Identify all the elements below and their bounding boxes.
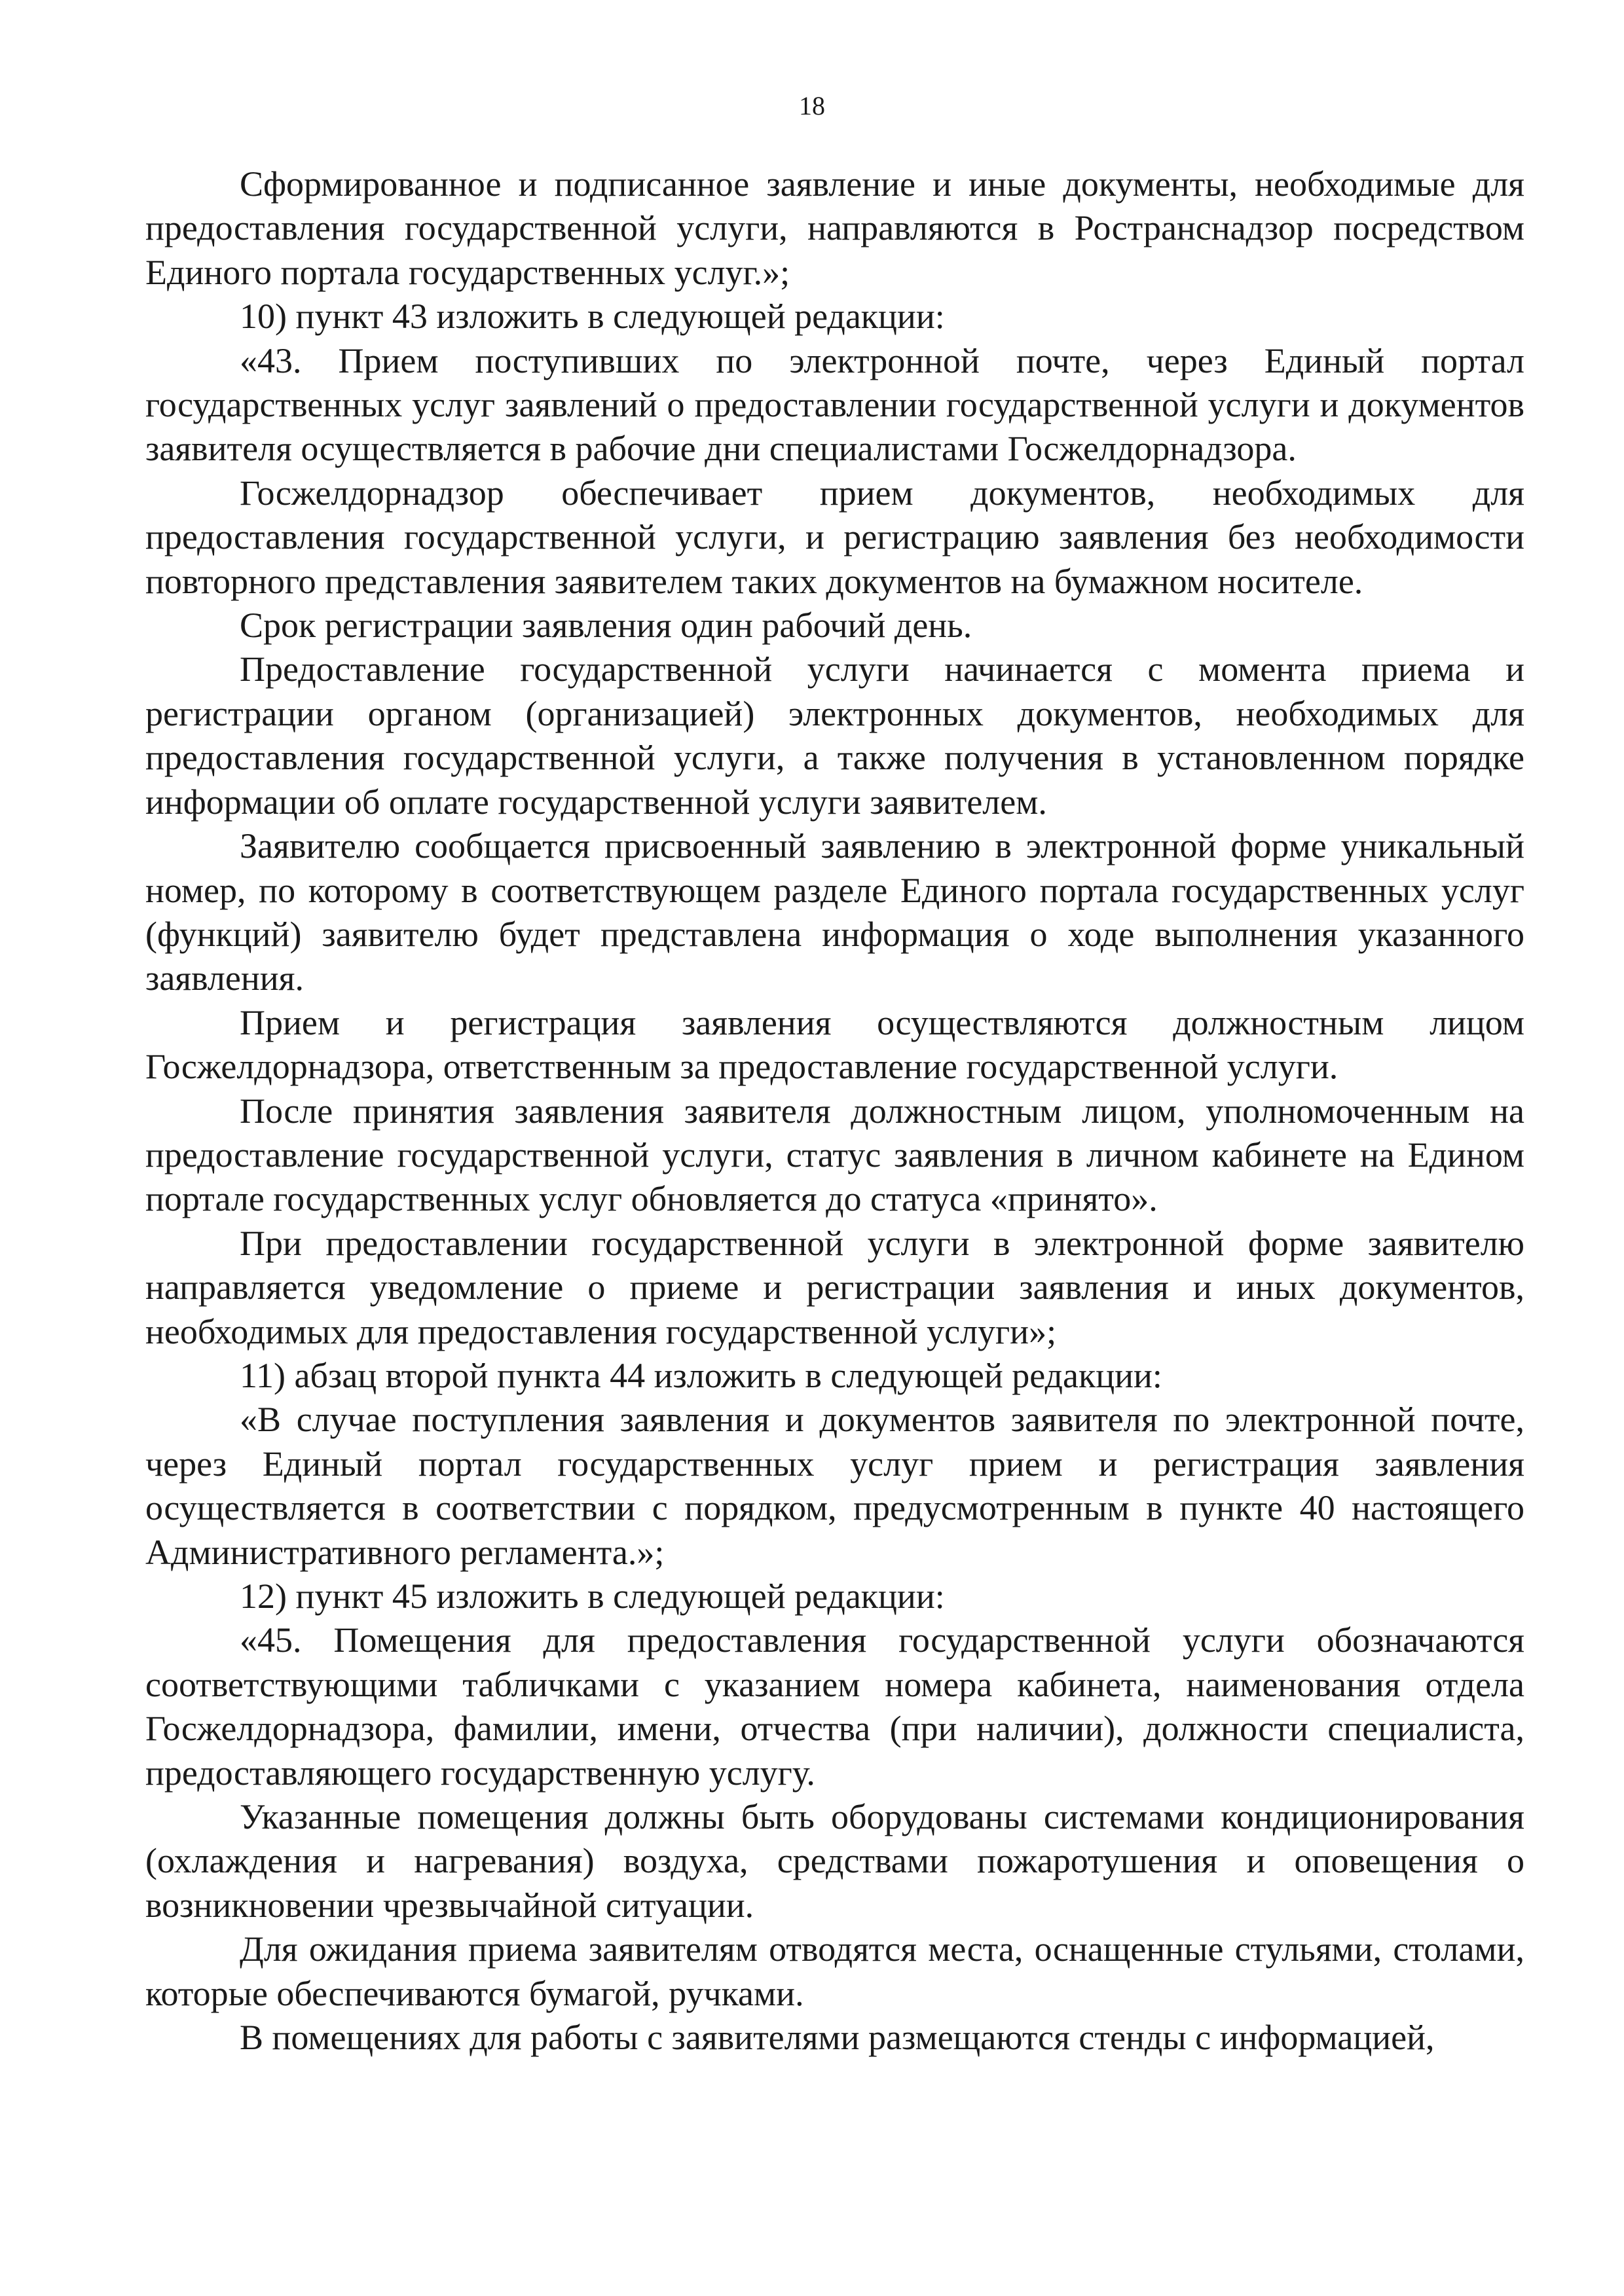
paragraph: «43. Прием поступивших по электронной почте, через Единый портал государственных услуг заявлений о предоставлении государственной услуги и документов заявителя осуществляется в рабочие дни специалистами Госжелдорнадзора. <box>145 340 1524 469</box>
page-number: 18 <box>799 91 825 120</box>
document-body <box>145 162 1524 2060</box>
paragraph: 12) пункт 45 изложить в следующей редакции: <box>240 1576 945 1616</box>
paragraph: 11) абзац второй пункта 44 изложить в следующей редакции: <box>240 1355 1162 1395</box>
paragraph: Срок регистрации заявления один рабочий день. <box>240 606 972 646</box>
paragraph: После принятия заявления заявителя должностным лицом, уполномоченным на предоставление государственной услуги, статус заявления в личном кабинете на Едином портале государственных услуг обновляется до статуса «принято». <box>145 1091 1524 1219</box>
paragraph: Заявителю сообщается присвоенный заявлению в электронной форме уникальный номер, по которому в соответствующем разделе Единого портала государственных услуг (функций) заявителю будет представлена информация о ходе выполнения указанного заявления. <box>145 826 1524 998</box>
paragraph: 10) пункт 43 изложить в следующей редакции: <box>240 297 945 337</box>
paragraph: Указанные помещения должны быть оборудованы системами кондиционирования (охлаждения и нагревания) воздуха, средствами пожаротушения и оповещения о возникновении чрезвычайной ситуации. <box>145 1797 1524 1925</box>
paragraph: Предоставление государственной услуги начинается с момента приема и регистрации органом (организацией) электронных документов, необходимых для предоставления государственной услуги, а также получения в установленном порядке информации об оплате государственной услуги заявителем. <box>145 649 1524 822</box>
paragraph: Госжелдорнадзор обеспечивает прием документов, необходимых для предоставления государственной услуги, и регистрацию заявления без необходимости повторного представления заявителем таких документов на бумажном носителе. <box>145 473 1524 601</box>
paragraph: Сформированное и подписанное заявление и иные документы, необходимые для предоставления государственной услуги, направляются в Ространснадзор посредством Единого портала государственных услуг.»; <box>145 164 1524 292</box>
paragraph: При предоставлении государственной услуги в электронной форме заявителю направляется уведомление о приеме и регистрации заявления и иных документов, необходимых для предоставления государственной услуги»; <box>145 1223 1524 1351</box>
paragraph: «В случае поступления заявления и документов заявителя по электронной почте, через Единый портал государственных услуг прием и регистрация заявления осуществляется в соответствии с порядком, предусмотренным в пункте 40 настоящего Административного регламента.»; <box>145 1400 1524 1572</box>
paragraph: Прием и регистрация заявления осуществляются должностным лицом Госжелдорнадзора, ответственным за предоставление государственной услуги. <box>145 1002 1524 1087</box>
paragraph: Для ожидания приема заявителям отводятся места, оснащенные стульями, столами, которые обеспечиваются бумагой, ручками. <box>145 1929 1524 2013</box>
paragraph: «45. Помещения для предоставления государственной услуги обозначаются соответствующими табличками с указанием номера кабинета, наименования отдела Госжелдорнадзора, фамилии, имени, отчества (при наличии), должности специалиста, предоставляющего государственную услугу. <box>145 1620 1524 1793</box>
paragraph: В помещениях для работы с заявителями размещаются стенды с информацией, <box>240 2018 1435 2058</box>
